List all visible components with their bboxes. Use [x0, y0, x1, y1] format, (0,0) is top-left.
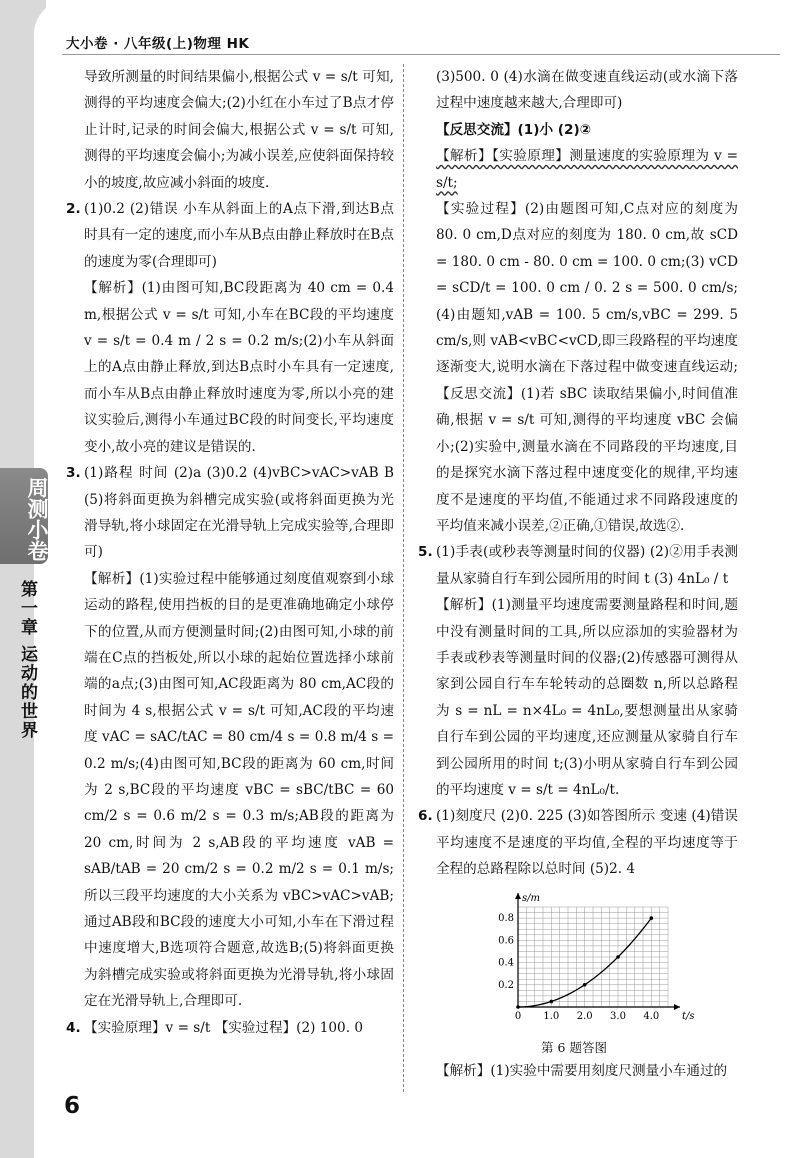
y-axis-arrow [515, 893, 521, 899]
analysis-4-process: 【实验过程】(2)由题图可知,C点对应的刻度为 80. 0 cm,D点对应的刻度为 180. 0 cm,故 sCD = 180. 0 cm - 80. 0 cm = 100. 0 cm;(3) vCD = sCD/t = 100. 0 cm / 0. 2 s = 500. 0 cm/s;(4)由题知,vAB = 100. 5 cm/s,vBC = 299. 5 cm/s,则 vAB<vBC<vCD,即三段路程的平均速度逐渐变大,说明水滴在下落过程中做变速直线运动;【反思交流】(1)若 sBC 读取结果偏小,时间值准确,根据 v = s/t 可知,测得的平均速度 vBC 会偏小;(2)实验中,测量水滴在不同路段的平均速度,目的是探究水滴下落过程中速度变化的规律,平均速度不是速度的平均值,不能通过求不同路段速度的平均值来减小误差,②正确,①错误,故选②. [436, 201, 738, 534]
y-tick-label: 0.8 [498, 912, 514, 924]
question-number-2: 2. [66, 201, 81, 218]
x-tick-label: 3.0 [610, 1010, 626, 1022]
answer-3 [66, 460, 394, 566]
graph-caption: 第 6 题答图 [541, 1040, 607, 1055]
answer-5-text: (1)手表(或秒表等测量时间的仪器) (2)②用手表测量从家骑自行车到公园所用的时间 t (3) 4nL₀ / t [436, 544, 738, 587]
data-point [516, 1005, 520, 1009]
x-tick-label: 4.0 [643, 1010, 660, 1022]
answer-5 [418, 539, 738, 592]
analysis-6: 【解析】(1)实验中需要用刻度尺测量小车通过的 [436, 1063, 728, 1079]
principle-text: 【解析】【实验原理】测量速度的实验原理为 v = s/t; [436, 148, 738, 191]
y-tick-label: 0.6 [498, 934, 514, 946]
answer-6 [418, 803, 738, 882]
answer-3-text: (1)路程 时间 (2)a (3)0.2 (4)vBC>vAC>vAB B (5)将斜面更换为斜槽完成实验(或将斜面更换为光滑导轨,将小球固定在光滑导轨上完成实验等,合理即可) [84, 465, 394, 561]
data-point [550, 999, 554, 1003]
x-axis-label: t/s [682, 1010, 695, 1022]
answer-6-text: (1)刻度尺 (2)0. 225 (3)如答图所示 变速 (4)错误 平均速度不是速度的平均值,全程的平均速度等于全程的总路程除以总时间 (5)2. 4 [436, 808, 738, 878]
data-point [583, 983, 587, 987]
answer-4 [66, 1015, 394, 1041]
header-rule [62, 54, 780, 55]
question-number-4: 4. [66, 1019, 81, 1036]
distance-time-graph [488, 889, 708, 1029]
data-point [616, 955, 620, 959]
x-tick-label: 1.0 [543, 1010, 560, 1022]
column-divider [403, 64, 404, 1092]
analysis-2: 【解析】(1)由图可知,BC段距离为 40 cm = 0.4 m,根据公式 v = s/t 可知,小车在BC段的平均速度 v = s/t = 0.4 m / 2 s = 0.2 m/s;(2)小车从斜面上的A点由静止释放,到达B点时小车具有一定速度,而小车从B点由静止释放时速度为零,所以小亮的建议实验后,测得小车通过BC段的时间变长,平均速度变小,故小亮的建议是错误的. [84, 280, 394, 455]
question-number-5: 5. [418, 544, 433, 561]
x-tick-label: 2.0 [576, 1010, 593, 1022]
y-tick-label: 0.2 [498, 979, 514, 991]
x-axis-arrow [674, 1004, 680, 1010]
y-tick-label: 0.4 [498, 957, 514, 969]
y-axis-label: s/m [522, 892, 540, 904]
analysis-3: 【解析】(1)实验过程中能够通过刻度值观察到小球运动的路程,使用挡板的目的是更准确地确定小球停下的位置,从而方便测量时间;(2)由图可知,小球的前端在C点的挡板处,所以小球的起始位置选择小球前端的a点;(3)由图可知,AC段距离为 80 cm,AC段的时间为 4 s,根据公式 v = s/t 可知,AC段的平均速度 vAC = sAC/tAC = 80 cm/4 s = 0.8 m/4 s = 0.2 m/s;(4)由图可知,BC段的距离为 60 cm,时间为 2 s,BC段的平均速度 vBC = sBC/tBC = 60 cm/2 s = 0.6 m/2 s = 0.3 m/s;AB段的距离为 20 cm,时间为 2 s,AB段的平均速度 vAB = sAB/tAB = 20 cm/2 s = 0.2 m/2 s = 0.1 m/s;所以三段平均速度的大小关系为 vBC>vAC>vAB;通过AB段和BC段的速度大小可知,小车在下滑过程中速度增大,B选项符合题意,故选B;(5)将斜面更换为斜槽完成实验或将斜面更换为光滑导轨,将小球固定在光滑导轨上,合理即可. [84, 570, 394, 1010]
side-tab: 周测小卷 [0, 468, 48, 564]
answer-2-text: (1)0.2 (2)错误 小车从斜面上的A点下滑,到达B点时具有一定的速度,而小车从B点由静止释放时在B点的速度为零(合理即可) [84, 201, 394, 270]
answer-4-text: 【实验原理】v = s/t 【实验过程】(2) 100. 0 [84, 1019, 363, 1036]
question-number-6: 6. [418, 808, 433, 825]
analysis-5: 【解析】(1)测量平均速度需要测量路程和时间,题中没有测量时间的工具,所以应添加的实验器材为手表或秒表等测量时间的仪器;(2)传感器可测得从家到公园自行车车轮转动的总圈数 n,所以总路程为 s = nL = n×4L₀ = 4nL₀,要想测量出从家骑自行车到公园的平均速度,还应测量从家骑自行车到公园所用的时间 t;(3)小明从家骑自行车到公园的平均速度 v = s/t = 4nL₀/t. [436, 597, 738, 798]
answer-2 [66, 196, 394, 275]
analysis-4-principle [418, 143, 738, 196]
answer-1-continued: 导致所测量的时间结果偏小,根据公式 v = s/t 可知,测得的平均速度会偏大;(2)小红在小车过了B点才停止计时,记录的时间会偏大,根据公式 v = s/t 可知,测得的平均速度会偏小;为减小误差,应使斜面保持较小的坡度,故应减小斜面的坡度. [84, 69, 394, 191]
question-number-3: 3. [66, 465, 81, 482]
data-point [650, 916, 654, 920]
answer-4-continued: (3)500. 0 (4)水滴在做变速直线运动(或水滴下落过程中速度越来越大,合理即可) [436, 69, 738, 112]
reflection: 【反思交流】(1)小 (2)② [436, 121, 592, 138]
x-tick-label: 0 [514, 1010, 522, 1022]
page-header: 大小卷 · 八年级(上)物理 HK [66, 36, 250, 52]
right-column [418, 64, 738, 1084]
side-chapter-label: 第一章 运动的世界 [17, 580, 37, 740]
left-column [66, 64, 394, 1041]
page-number: 6 [64, 1093, 81, 1119]
